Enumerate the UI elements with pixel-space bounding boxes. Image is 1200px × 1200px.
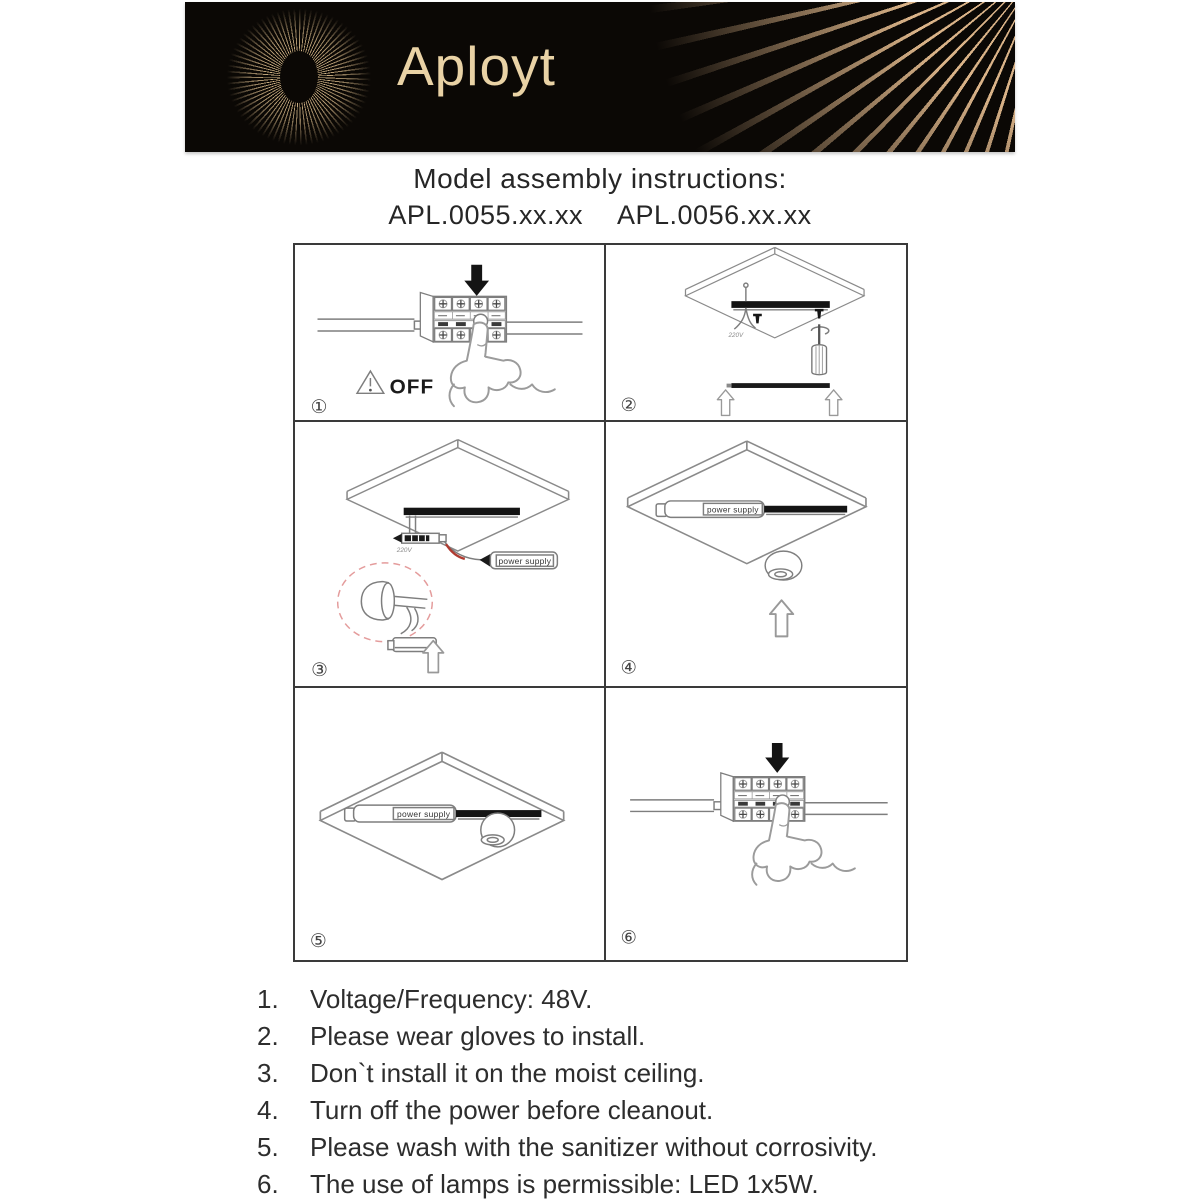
item-number: 3.: [257, 1058, 279, 1088]
step-panel-5: [295, 688, 606, 960]
item-text: Please wash with the sanitizer without corrosivity.: [310, 1132, 878, 1162]
screwdriver-icon: [812, 324, 827, 374]
step-number: ③: [311, 660, 328, 682]
step-number: ⑥: [620, 927, 637, 949]
mounting-rail: [731, 301, 829, 308]
item-text: Don`t install it on the moist ceiling.: [310, 1058, 705, 1088]
step-number: ⑤: [309, 930, 327, 953]
list-item: [257, 981, 877, 1018]
power-supply-label: power supply: [397, 809, 451, 820]
step-panel-6: [606, 688, 906, 960]
item-text: Turn off the power before cleanout.: [310, 1095, 714, 1125]
item-number: 4.: [257, 1095, 279, 1125]
down-arrow-icon: [765, 743, 789, 773]
ceiling-panel: [685, 247, 864, 337]
step-number: ①: [310, 397, 328, 419]
step-panel-3: [295, 422, 606, 688]
item-text: Voltage/Frequency: 48V.: [310, 984, 593, 1014]
step-panel-1: [295, 245, 606, 422]
instruction-list: [257, 981, 877, 1200]
rays-icon: [585, 2, 1015, 152]
step-3-drawing: [295, 422, 604, 686]
step-1-drawing: [295, 245, 604, 420]
track-piece: [731, 383, 829, 388]
item-number: 5.: [257, 1132, 279, 1162]
terminal-block: [721, 773, 805, 821]
item-number: 1.: [257, 984, 279, 1014]
up-arrow-icon: [770, 600, 793, 636]
power-supply-label: power supply: [706, 505, 759, 515]
step-number: ②: [620, 395, 637, 417]
item-text: The use of lamps is permissible: LED 1x5W.: [310, 1169, 819, 1199]
model-number-left: APL.0055.xx.xx: [388, 200, 583, 230]
voltage-label: 220V: [728, 331, 744, 339]
step-number: ④: [620, 657, 637, 679]
brand-banner: [185, 2, 1015, 152]
list-item: [257, 1018, 877, 1055]
list-item: [257, 1092, 877, 1129]
up-arrow-icon: [717, 390, 734, 416]
step-panel-2: [606, 245, 906, 422]
step-panel-4: [606, 422, 906, 688]
warning-dot: [369, 389, 372, 392]
item-number: 2.: [257, 1021, 279, 1051]
item-text: Please wear gloves to install.: [310, 1021, 646, 1051]
page-title: Model assembly instructions:: [413, 163, 787, 194]
list-item: [257, 1055, 877, 1092]
assembly-steps-grid: [293, 243, 908, 962]
step-5-drawing: [295, 688, 604, 960]
up-arrow-icon: [825, 390, 842, 416]
item-number: 6.: [257, 1169, 279, 1199]
connector-tip: [393, 534, 402, 543]
terminal-block: [420, 292, 506, 341]
step-4-drawing: [606, 422, 906, 686]
sunburst-core: [280, 51, 318, 103]
step-6-drawing: [606, 688, 906, 960]
mounting-rail: [404, 508, 520, 515]
sunburst-icon: [223, 5, 375, 149]
voltage-label: 220V: [396, 547, 412, 555]
title-block: [0, 163, 1200, 231]
down-arrow-icon: [464, 265, 489, 296]
psu-plug: [480, 554, 491, 567]
model-number-right: APL.0056.xx.xx: [617, 200, 812, 230]
list-item: [257, 1129, 877, 1166]
mounting-rail: [764, 506, 847, 513]
list-item: [257, 1166, 877, 1200]
ceiling-panel: [347, 440, 569, 551]
power-supply-label: power supply: [498, 555, 552, 566]
brand-logo-text: Aployt: [397, 35, 556, 97]
model-numbers: [0, 200, 1200, 231]
step-2-drawing: [606, 245, 906, 420]
cap-wires: [394, 596, 427, 608]
off-label: OFF: [389, 375, 435, 399]
